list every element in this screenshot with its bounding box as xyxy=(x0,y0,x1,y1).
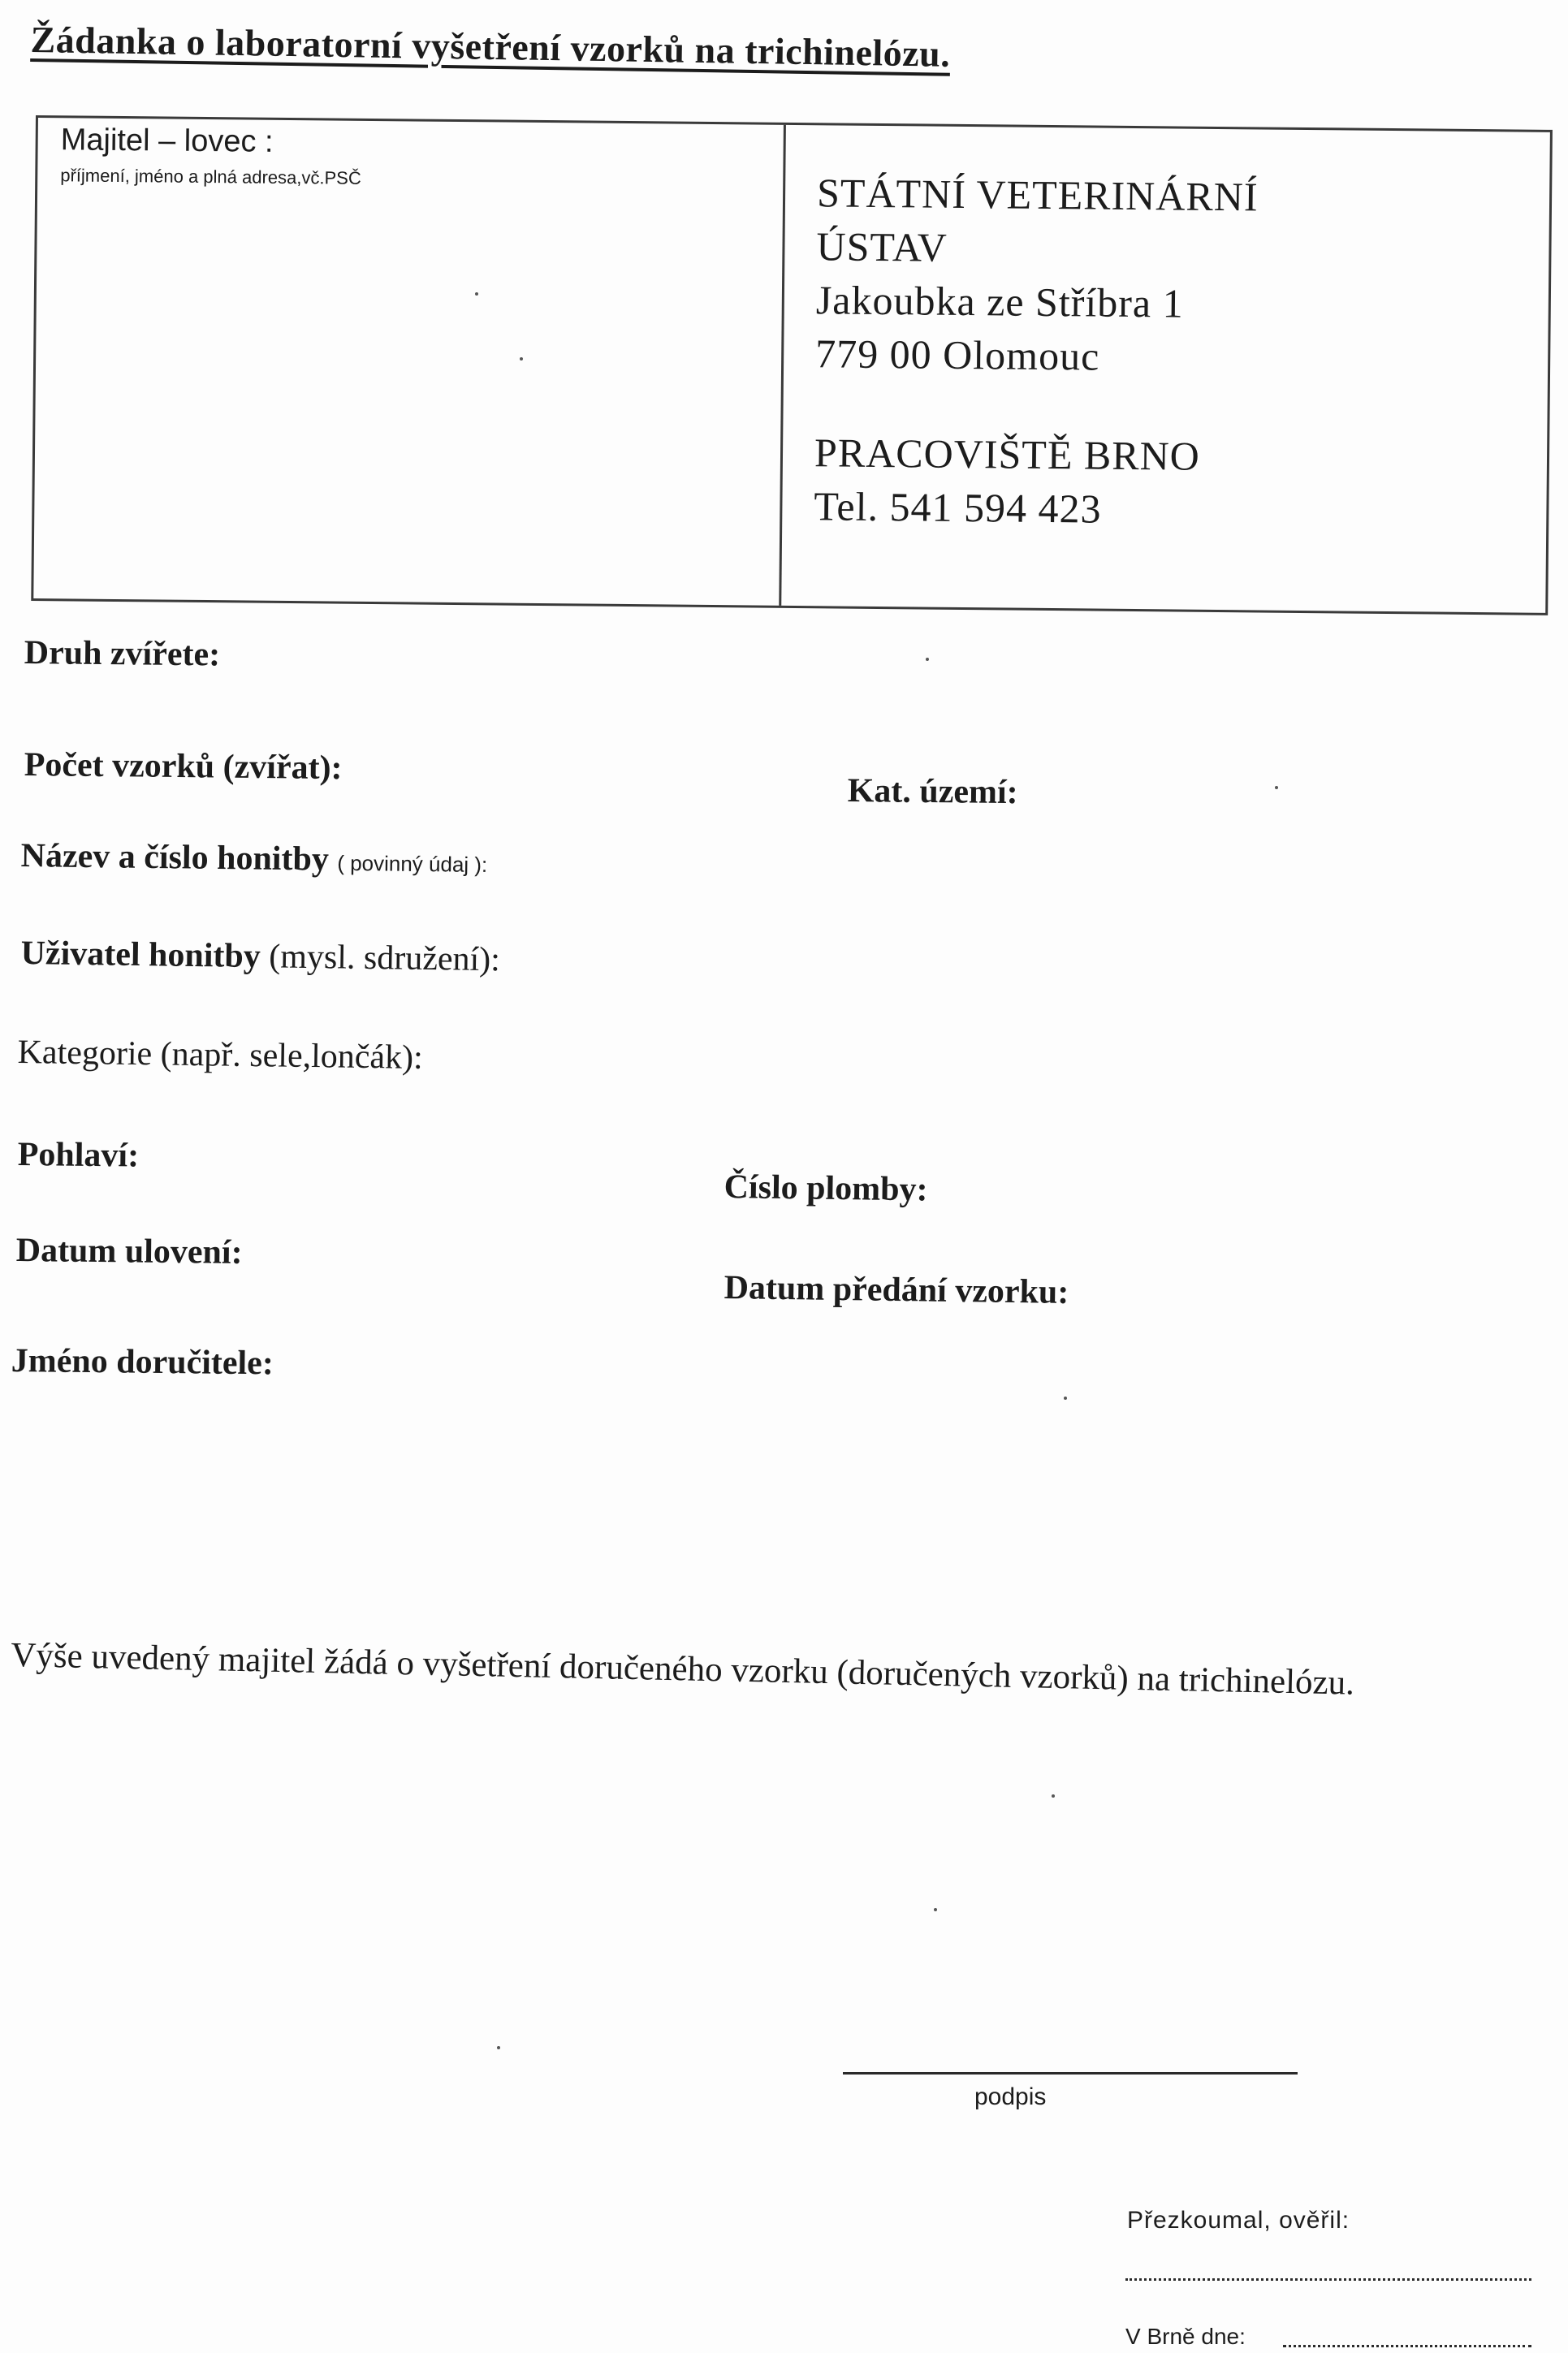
scan-speck xyxy=(520,357,523,361)
hunting-ground-label: Název a číslo honitby xyxy=(20,836,330,879)
field-handover-date: Datum předání vzorku: xyxy=(724,1268,1069,1311)
field-hunting-ground-user xyxy=(20,934,500,979)
date-dotted-line xyxy=(1283,2345,1531,2347)
owner-sublabel: příjmení, jméno a plná adresa,vč.PSČ xyxy=(60,165,361,188)
hunting-ground-user-label: Uživatel honitby xyxy=(20,934,261,976)
hunting-ground-note: ( povinný údaj ): xyxy=(337,850,488,878)
institute-city: 779 00 Olomouc xyxy=(814,330,1100,379)
scan-speck xyxy=(926,658,929,661)
institute-name-line1: STÁTNÍ VETERINÁRNÍ xyxy=(816,170,1259,220)
institute-street: Jakoubka ze Stříbra 1 xyxy=(815,277,1184,326)
form-title: Žádanka o laboratorní vyšetření vzorků na trichinelózu. xyxy=(30,18,951,75)
scan-speck xyxy=(1275,786,1278,789)
field-courier-name: Jméno doručitele: xyxy=(11,1342,274,1383)
header-box-divider xyxy=(779,125,786,606)
hunting-ground-user-note: (mysl. sdružení): xyxy=(268,938,501,979)
scan-speck xyxy=(497,2046,500,2049)
institute-name-line2: ÚSTAV xyxy=(816,223,948,270)
category-label: Kategorie xyxy=(17,1033,153,1073)
date-label: V Brně dne: xyxy=(1125,2324,1246,2349)
field-seal-number: Číslo plomby: xyxy=(724,1168,928,1209)
request-statement: Výše uvedený majitel žádá o vyšetření doručeného vzorku (doručených vzorků) na trichinelózu. xyxy=(10,1635,1355,1703)
verification-label: Přezkoumal, ověřil: xyxy=(1127,2207,1350,2234)
header-box xyxy=(31,115,1553,615)
field-hunting-ground xyxy=(20,836,487,881)
field-catch-date: Datum ulovení: xyxy=(15,1232,243,1271)
scan-speck xyxy=(475,292,478,296)
scan-speck xyxy=(934,1908,937,1911)
owner-label: Majitel – lovec : xyxy=(60,123,274,159)
category-note: (např. sele,lončák): xyxy=(160,1035,424,1077)
institute-address xyxy=(814,166,1259,537)
scan-speck xyxy=(1052,1794,1055,1798)
workplace-phone: Tel. 541 594 423 xyxy=(814,483,1102,532)
field-sex: Pohlaví: xyxy=(17,1136,140,1175)
workplace-name: PRACOVIŠTĚ BRNO xyxy=(814,430,1201,479)
scan-speck xyxy=(1064,1397,1067,1400)
field-sample-count: Počet vzorků (zvířat): xyxy=(24,745,343,788)
verification-dotted-line xyxy=(1125,2278,1531,2281)
signature-label: podpis xyxy=(974,2083,1047,2110)
field-cadastral-area: Kat. území: xyxy=(847,771,1018,812)
field-animal-species: Druh zvířete: xyxy=(24,633,221,674)
signature-line xyxy=(843,2072,1298,2075)
field-category xyxy=(17,1033,423,1077)
